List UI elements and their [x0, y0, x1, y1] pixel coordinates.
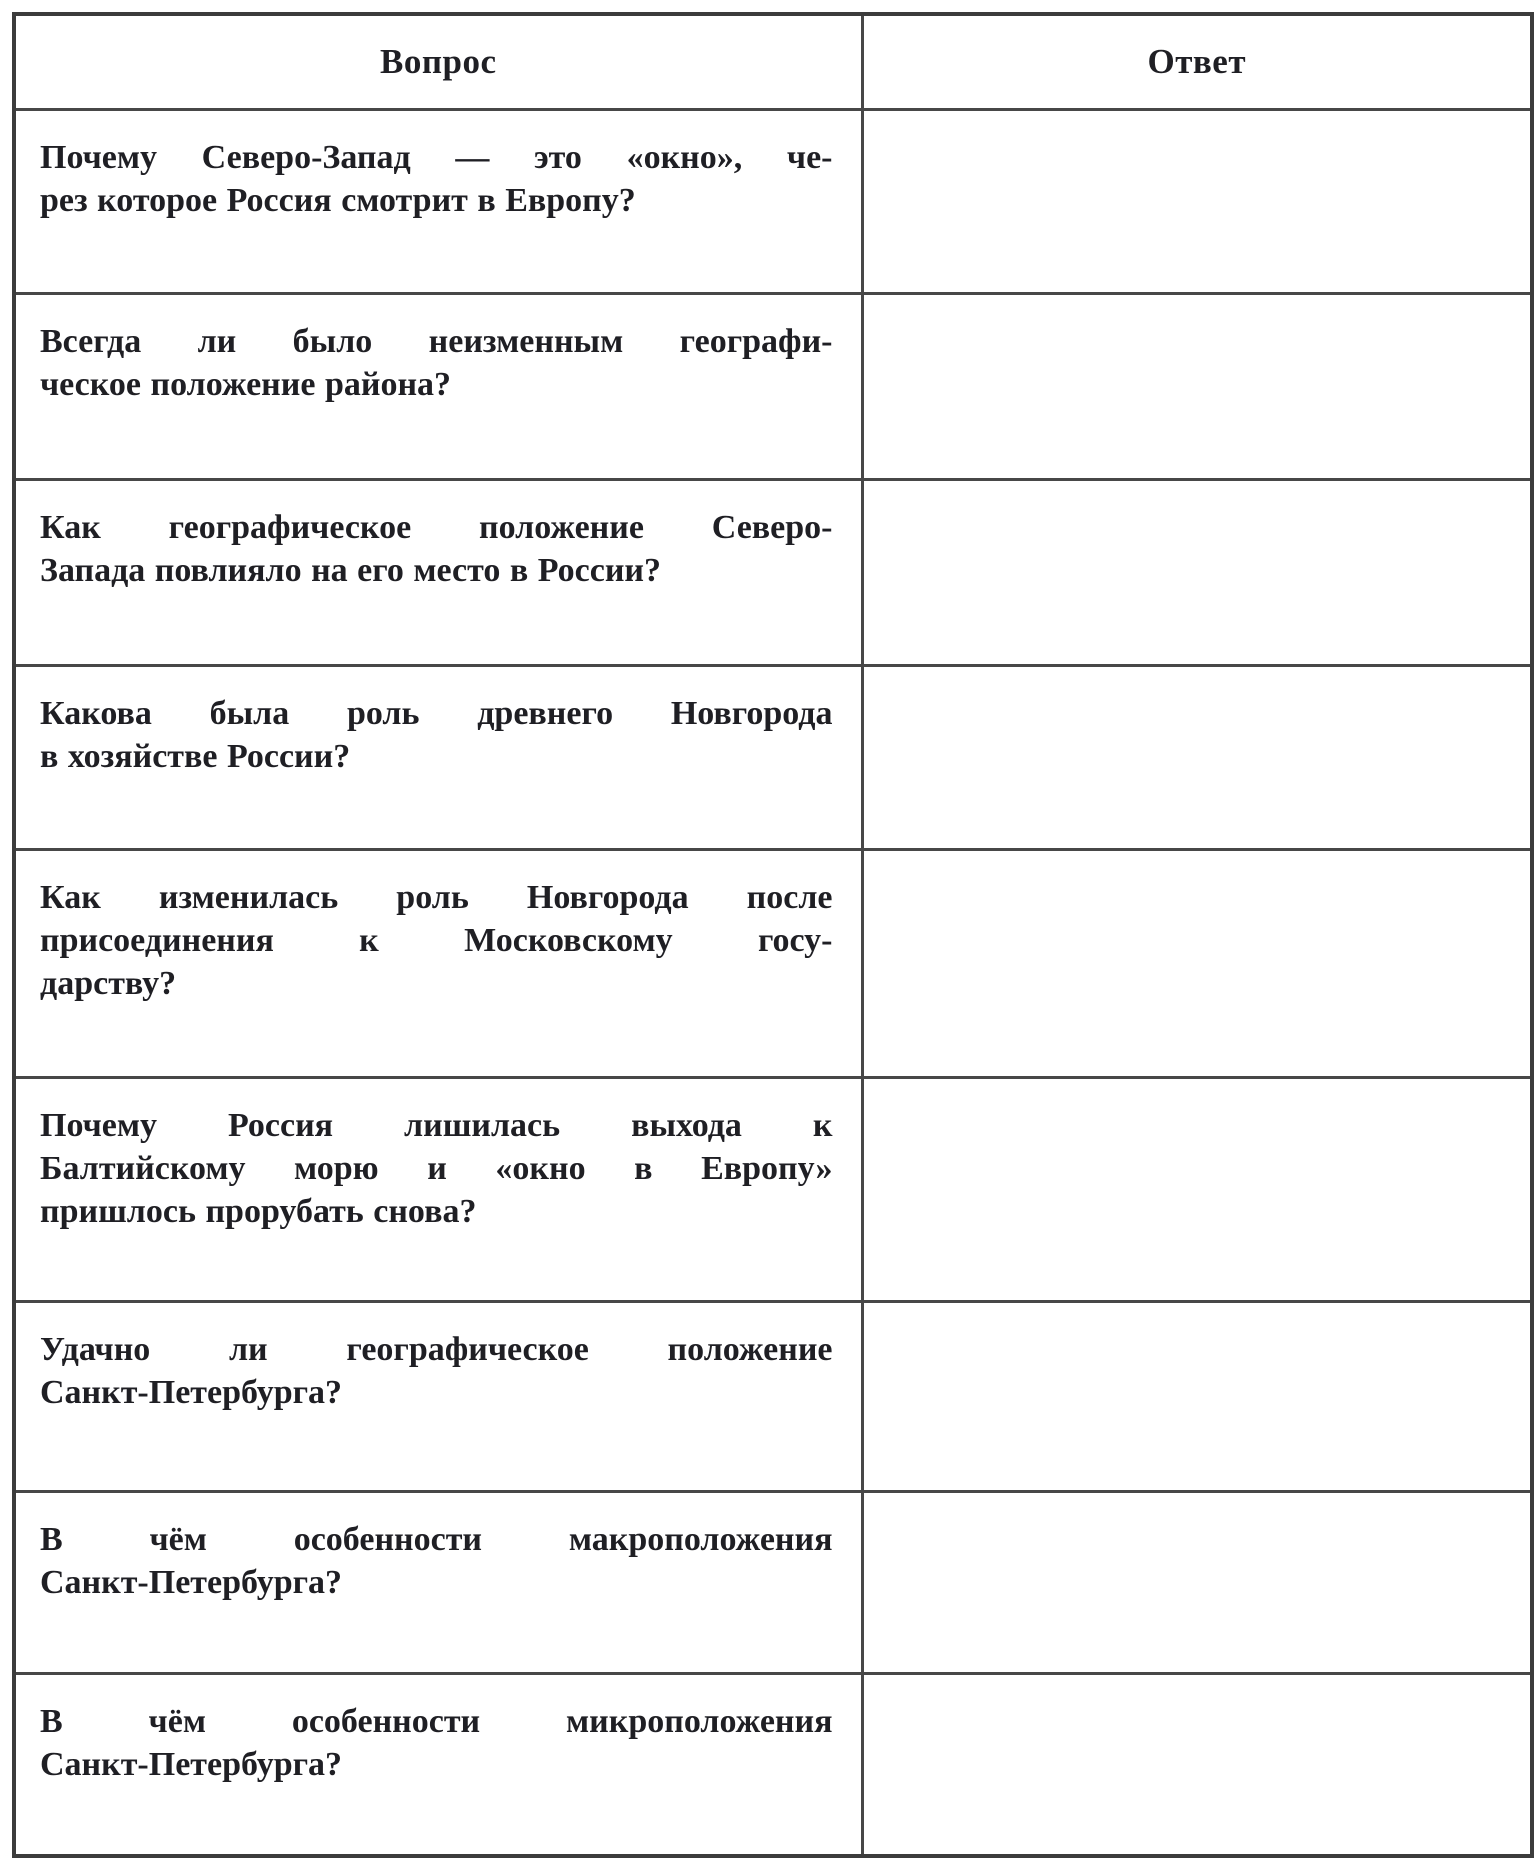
question-cell [14, 850, 862, 1078]
question-line: Санкт-Петербурга? [40, 1564, 343, 1601]
table-row [14, 1302, 1532, 1492]
answer-cell [862, 666, 1532, 850]
answer-cell [862, 1078, 1532, 1302]
table-row [14, 666, 1532, 850]
table-row [14, 850, 1532, 1078]
answer-column-header: Ответ [862, 14, 1532, 110]
header-row [14, 14, 1532, 110]
question-line: Почему Северо-Запад — это «окно», че- [40, 139, 833, 176]
question-cell [14, 1078, 862, 1302]
question-cell [14, 294, 862, 480]
question-answer-table [12, 12, 1534, 1858]
question-line: пришлось прорубать снова? [40, 1193, 477, 1230]
question-line: Как изменилась роль Новгорода после [40, 879, 833, 916]
question-line: Какова была роль древнего Новгорода [40, 695, 833, 732]
answer-cell [862, 1492, 1532, 1674]
question-line: Балтийскому морю и «окно в Европу» [40, 1150, 833, 1187]
question-line: Всегда ли было неизменным географи- [40, 323, 833, 360]
table-row [14, 294, 1532, 480]
question-cell [14, 666, 862, 850]
question-line: дарству? [40, 965, 177, 1002]
question-cell [14, 1674, 862, 1857]
table-row [14, 1674, 1532, 1857]
question-column-header: Вопрос [14, 14, 862, 110]
question-line: В чём особенности микроположения [40, 1703, 833, 1740]
table-row [14, 480, 1532, 666]
question-line: Как географическое положение Северо- [40, 509, 833, 546]
question-line: Удачно ли географическое положение [40, 1331, 833, 1368]
question-line: ческое положение района? [40, 366, 452, 403]
question-line: Запада повлияло на его место в России? [40, 552, 662, 589]
question-line: в хозяйстве России? [40, 738, 351, 775]
answer-cell [862, 294, 1532, 480]
question-line: Санкт-Петербурга? [40, 1374, 343, 1411]
question-line: В чём особенности макроположения [40, 1521, 833, 1558]
question-line: присоединения к Московскому госу- [40, 922, 833, 959]
table-row [14, 110, 1532, 294]
question-cell [14, 1302, 862, 1492]
question-line: рез которое Россия смотрит в Европу? [40, 182, 636, 219]
question-line: Почему Россия лишилась выхода к [40, 1107, 833, 1144]
question-cell [14, 110, 862, 294]
answer-cell [862, 850, 1532, 1078]
question-cell [14, 1492, 862, 1674]
table-row [14, 1492, 1532, 1674]
answer-cell [862, 480, 1532, 666]
document-page [0, 12, 1536, 1783]
answer-cell [862, 1302, 1532, 1492]
table-row [14, 1078, 1532, 1302]
answer-cell [862, 1674, 1532, 1857]
question-cell [14, 480, 862, 666]
question-line: Санкт-Петербурга? [40, 1746, 343, 1783]
answer-cell [862, 110, 1532, 294]
